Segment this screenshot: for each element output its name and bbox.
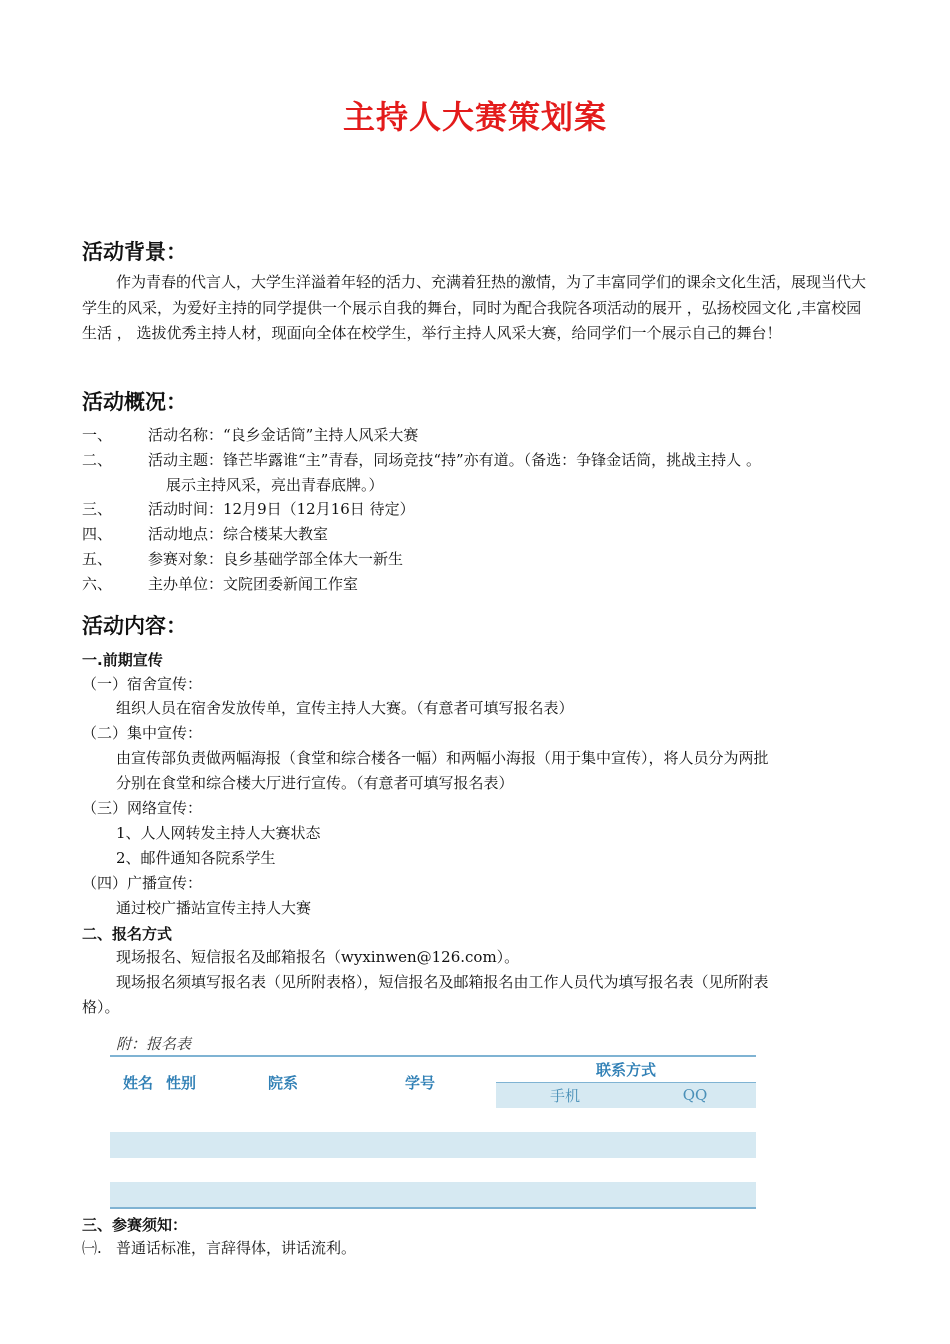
table-caption: 附：报名表 (116, 1035, 192, 1053)
col-header-qq: QQ (634, 1082, 756, 1108)
table-row (110, 1132, 756, 1158)
overview-item-continuation: 展示主持风采，亮出青春底牌。） (166, 476, 384, 494)
overview-item: 一、 活动名称：“良乡金话筒”主持人风采大赛 (82, 426, 419, 444)
overview-item: 六、 主办单位：文院团委新闻工作室 (82, 575, 359, 593)
background-paragraph (82, 270, 872, 347)
overview-item: 三、 活动时间：12月9日（12月16日 待定） (82, 500, 415, 518)
section-heading-overview: 活动概况： (82, 390, 187, 414)
subsection-heading-registration: 二、报名方式 (82, 925, 173, 943)
promotion-radio-label: （四）广播宣传： (82, 874, 203, 892)
section-heading-background: 活动背景： (82, 240, 187, 264)
overview-item: 五、 参赛对象：良乡基础学部全体大一新生 (82, 550, 404, 568)
background-text: 作为青春的代言人，大学生洋溢着年轻的活力、充满着狂热的激情，为了丰富同学们的课余文化生活，展现当代大学生的风采，为爱好主持的同学提供一个展示自我的舞台，同时为配合我院各项活动的展开 ，弘扬校园文化 ,丰富校园生活 ， 选拔优秀主持人材，现面向全体在校学生，举行主持人风采大赛，给同学们一个展示自己的舞台！ (82, 273, 867, 342)
promotion-dorm-label: （一）宿舍宣传： (82, 675, 203, 693)
promotion-central-label: （二）集中宣传： (82, 724, 203, 742)
col-header-name: 姓名 (122, 1074, 153, 1092)
col-header-gender: 性别 (166, 1074, 197, 1092)
registration-text-3: 格）。 (82, 998, 120, 1016)
registration-text-1: 现场报名、短信报名及邮箱报名（wyxinwen@126.com）。 (116, 948, 520, 966)
col-header-student-id: 学号 (404, 1074, 435, 1092)
col-header-phone: 手机 (496, 1082, 634, 1108)
subsection-heading-rules: 三、参赛须知： (82, 1216, 188, 1234)
promotion-central-text-2: 分别在食堂和综合楼大厅进行宣传。（有意者可填写报名表） (116, 774, 514, 792)
promotion-online-text-1: 1、人人网转发主持人大赛状态 (116, 824, 321, 842)
table-row (110, 1182, 756, 1208)
registration-text-2: 现场报名须填写报名表（见所附表格），短信报名及邮箱报名由工作人员代为填写报名表（见所附表 (116, 973, 769, 991)
promotion-online-label: （三）网络宣传： (82, 799, 203, 817)
rule-item: ㈠. 普通话标准，言辞得体，讲话流利。 (82, 1239, 357, 1257)
registration-table (110, 1055, 756, 1209)
subsection-heading-promotion: 一.前期宣传 (82, 651, 163, 669)
overview-item: 二、 活动主题：锋芒毕露谁“主”青春，同场竞技“持”亦有道。（备选：争锋金话筒，挑战主持人 。 (82, 451, 761, 469)
promotion-dorm-text: 组织人员在宿舍发放传单，宣传主持人大赛。（有意者可填写报名表） (116, 699, 574, 717)
table-row (110, 1108, 756, 1132)
col-header-contact: 联系方式 (496, 1056, 756, 1082)
col-header-college: 院系 (267, 1074, 298, 1092)
overview-item: 四、 活动地点：综合楼某大教室 (82, 525, 329, 543)
table-row (110, 1158, 756, 1182)
document-title: 主持人大赛策划案 (342, 98, 607, 136)
promotion-central-text-1: 由宣传部负责做两幅海报（食堂和综合楼各一幅）和两幅小海报（用于集中宣传），将人员分为两批 (116, 749, 769, 767)
section-heading-content: 活动内容： (82, 614, 187, 638)
promotion-online-text-2: 2、邮件通知各院系学生 (116, 849, 276, 867)
promotion-radio-text: 通过校广播站宣传主持人大赛 (116, 899, 312, 917)
